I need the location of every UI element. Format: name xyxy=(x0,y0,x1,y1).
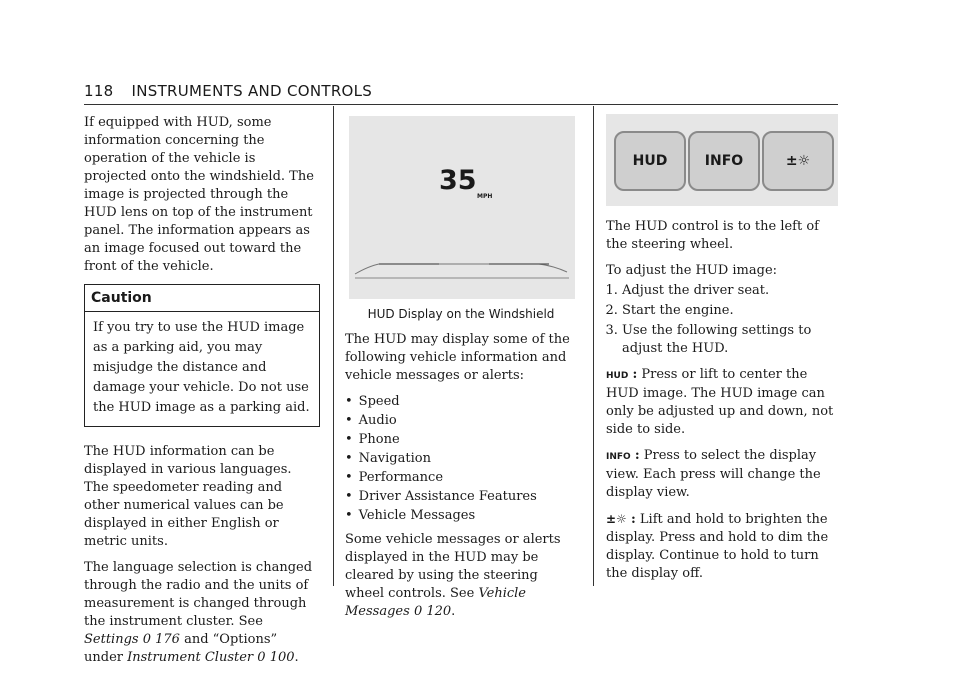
language-text: The language selection is changed through the radio and the units of measurement is changed through the instrument cluster. See xyxy=(84,560,313,629)
figure-caption: HUD Display on the Windshield xyxy=(367,307,555,321)
section-title: INSTRUMENTS AND CONTROLS xyxy=(131,82,373,100)
period: . xyxy=(294,650,299,665)
info-button: INFO xyxy=(688,131,760,191)
vehicle-messages-page-ref[interactable]: 0 120 xyxy=(413,604,452,619)
control-location-paragraph: The HUD control is to the left of the steering wheel. xyxy=(606,219,819,252)
caution-body: If you try to use the HUD image as a parking aid, you may misjudge the distance and damage your vehicle. Do not use the HUD image as a parking aid. xyxy=(93,320,310,415)
adjust-intro: To adjust the HUD image: xyxy=(606,263,778,278)
list-item: • Vehicle Messages xyxy=(345,507,577,525)
hud-button: HUD xyxy=(614,131,686,191)
hud-icon: HUD xyxy=(606,371,629,381)
instrument-cluster-link[interactable]: Instrument Cluster xyxy=(127,650,254,665)
vehicle-messages-link[interactable]: Vehicle Messages xyxy=(345,586,527,619)
list-item: • Phone xyxy=(345,431,577,449)
intro-paragraph: If equipped with HUD, some information concerning the operation of the vehicle is projected onto the windshield. The image is projected through the HUD lens on top of the instrument panel. The information appears as an image focused out toward the front of the vehicle. xyxy=(84,115,314,274)
caution-title: Caution xyxy=(85,285,319,312)
hud-windshield-figure xyxy=(349,116,575,299)
page-number: 118 xyxy=(84,82,114,100)
units-paragraph: The HUD information can be displayed in various languages. The speedometer reading and other numerical values can be displayed in either English or metric units. xyxy=(84,444,292,549)
page-header xyxy=(84,82,838,105)
hud-control-text: Press or lift to center the HUD image. The HUD image can only be adjusted up and down, not side to side. xyxy=(606,367,834,437)
language-paragraph xyxy=(84,559,320,667)
clear-messages-paragraph xyxy=(345,531,577,621)
column-1 xyxy=(84,114,320,675)
step-item: 3. Use the following settings to adjust the HUD. xyxy=(622,322,838,358)
period: . xyxy=(451,604,456,619)
list-item: • Driver Assistance Features xyxy=(345,488,577,506)
list-item: • Navigation xyxy=(345,450,577,468)
options-text: and “Options” under xyxy=(84,632,278,665)
info-control-text: Press to select the display view. Each press will change the display view. xyxy=(606,448,821,500)
hud-control-paragraph: HUD : Press or lift to center the HUD image. The HUD image can only be adjusted up and down, not side to side. xyxy=(606,367,834,437)
display-info-paragraph: The HUD may display some of the following vehicle information and vehicle messages or alerts: xyxy=(345,332,570,383)
step-item: 1. Adjust the driver seat. xyxy=(622,282,838,300)
settings-page-ref[interactable]: 0 176 xyxy=(142,632,180,647)
instrument-cluster-page-ref[interactable]: 0 100 xyxy=(257,650,295,665)
hud-speed-value: 35 xyxy=(439,165,477,196)
list-item: • Performance xyxy=(345,469,577,487)
column-divider xyxy=(593,106,594,586)
list-item: • Audio xyxy=(345,412,577,430)
display-info-list xyxy=(345,393,577,525)
adjust-steps xyxy=(606,282,838,358)
windshield-line-graphic xyxy=(349,254,575,284)
column-divider xyxy=(333,106,334,586)
caution-box xyxy=(84,284,320,427)
brightness-button: ±☼ xyxy=(762,131,834,191)
step-item: 2. Start the engine. xyxy=(622,302,838,320)
hud-speed-unit: MPH xyxy=(477,193,493,200)
brightness-icon: ±☼ xyxy=(606,512,627,526)
column-3 xyxy=(606,114,838,591)
info-control-paragraph: INFO : Press to select the display view. Each press will change the display view. xyxy=(606,448,821,500)
brightness-control-text: Lift and hold to brighten the display. Press and hold to dim the display. Continue to hold to turn the display off. xyxy=(606,512,829,581)
list-item: • Speed xyxy=(345,393,577,411)
hud-controls-figure xyxy=(606,114,838,206)
settings-link[interactable]: Settings xyxy=(84,632,139,647)
clear-messages-text: Some vehicle messages or alerts displayed in the HUD may be cleared by using the steering wheel controls. See xyxy=(345,532,561,601)
brightness-control-paragraph: ±☼ : Lift and hold to brighten the display. Press and hold to dim the display. Continue to hold to turn the display off. xyxy=(606,512,829,581)
info-icon: INFO xyxy=(606,452,631,462)
column-2 xyxy=(345,114,577,629)
